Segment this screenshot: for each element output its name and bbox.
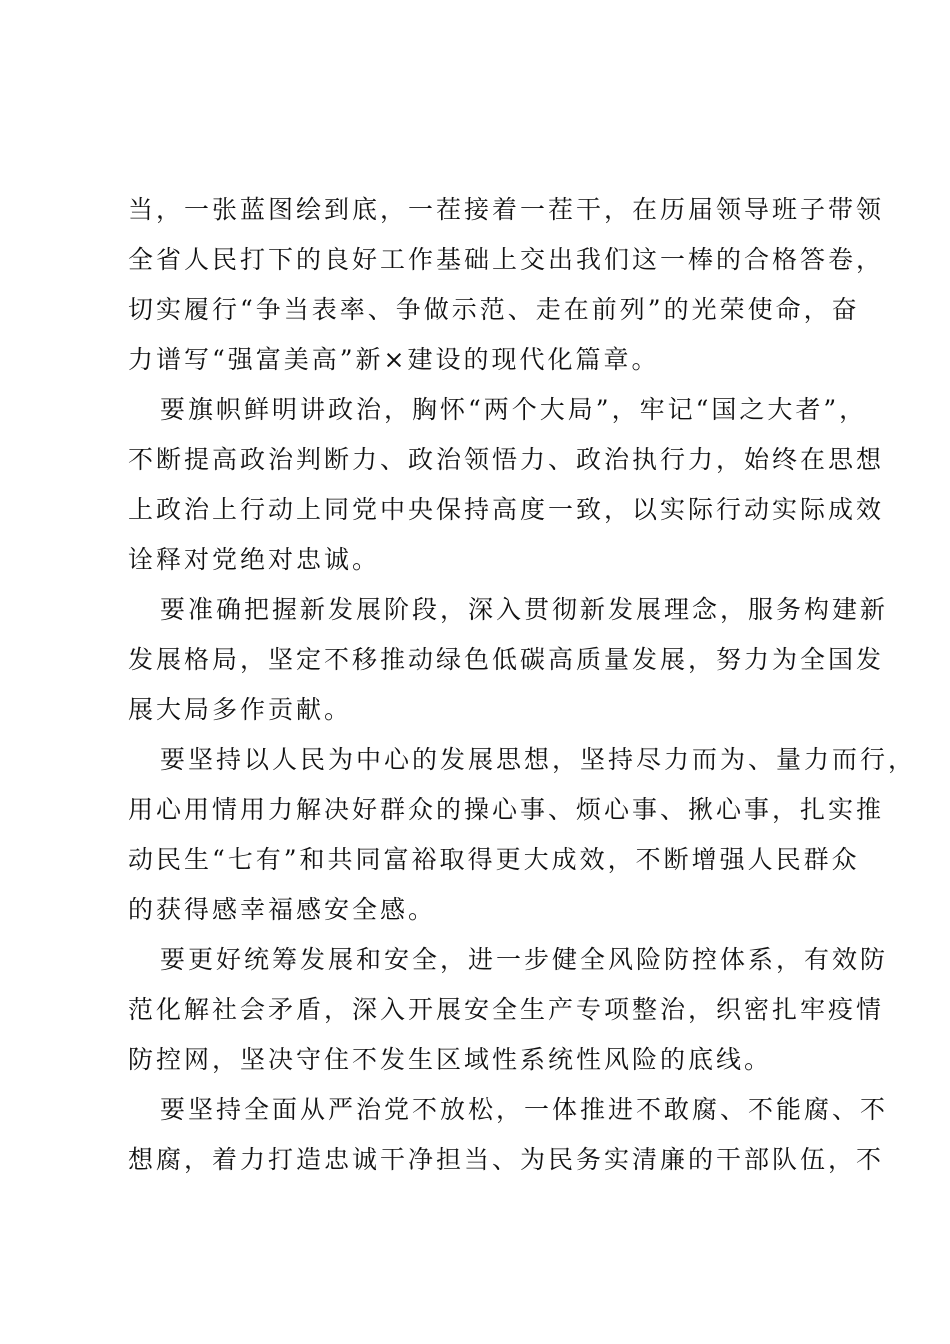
text-line: 的获得感幸福感安全感。 xyxy=(128,895,437,924)
text-line: 当，一张蓝图绘到底，一茬接着一茬干，在历届领导班子带领 xyxy=(128,195,885,224)
text-line: 不断提高政治判断力、政治领悟力、政治执行力，始终在思想 xyxy=(128,445,885,474)
document-body xyxy=(128,185,917,1185)
text-line: 力谱写“强富美高”新×建设的现代化篇章。 xyxy=(128,345,660,374)
text-line: 全省人民打下的良好工作基础上交出我们这一棒的合格答卷， xyxy=(128,245,885,274)
text-line: 防控网，坚决守住不发生区域性系统性风险的底线。 xyxy=(128,1045,773,1074)
paragraph-first-line: 要更好统筹发展和安全，进一步健全风险防控体系，有效防 xyxy=(160,945,889,974)
paragraph-first-line: 要旗帜鲜明讲政治，胸怀“两个大局”，牢记“国之大者”， xyxy=(160,395,868,424)
text-line: 切实履行“争当表率、争做示范、走在前列”的光荣使命，奋 xyxy=(128,295,860,324)
text-line: 展大局多作贡献。 xyxy=(128,695,353,724)
text-line: 用心用情用力解决好群众的操心事、烦心事、揪心事，扎实推 xyxy=(128,795,885,824)
paragraph-first-line: 要坚持全面从严治党不放松，一体推进不敢腐、不能腐、不 xyxy=(160,1095,889,1124)
paragraph-first-line: 要坚持以人民为中心的发展思想，坚持尽力而为、量力而行， xyxy=(160,745,917,774)
text-line: 动民生“七有”和共同富裕取得更大成效，不断增强人民群众 xyxy=(128,845,860,874)
text-line: 上政治上行动上同党中央保持高度一致，以实际行动实际成效 xyxy=(128,495,885,524)
text-line: 想腐，着力打造忠诚干净担当、为民务实清廉的干部队伍，不 xyxy=(128,1145,885,1174)
paragraph-first-line: 要准确把握新发展阶段，深入贯彻新发展理念，服务构建新 xyxy=(160,595,889,624)
text-line: 范化解社会矛盾，深入开展安全生产专项整治，织密扎牢疫情 xyxy=(128,995,885,1024)
text-line: 发展格局，坚定不移推动绿色低碳高质量发展，努力为全国发 xyxy=(128,645,885,674)
text-line: 诠释对党绝对忠诚。 xyxy=(128,545,381,574)
